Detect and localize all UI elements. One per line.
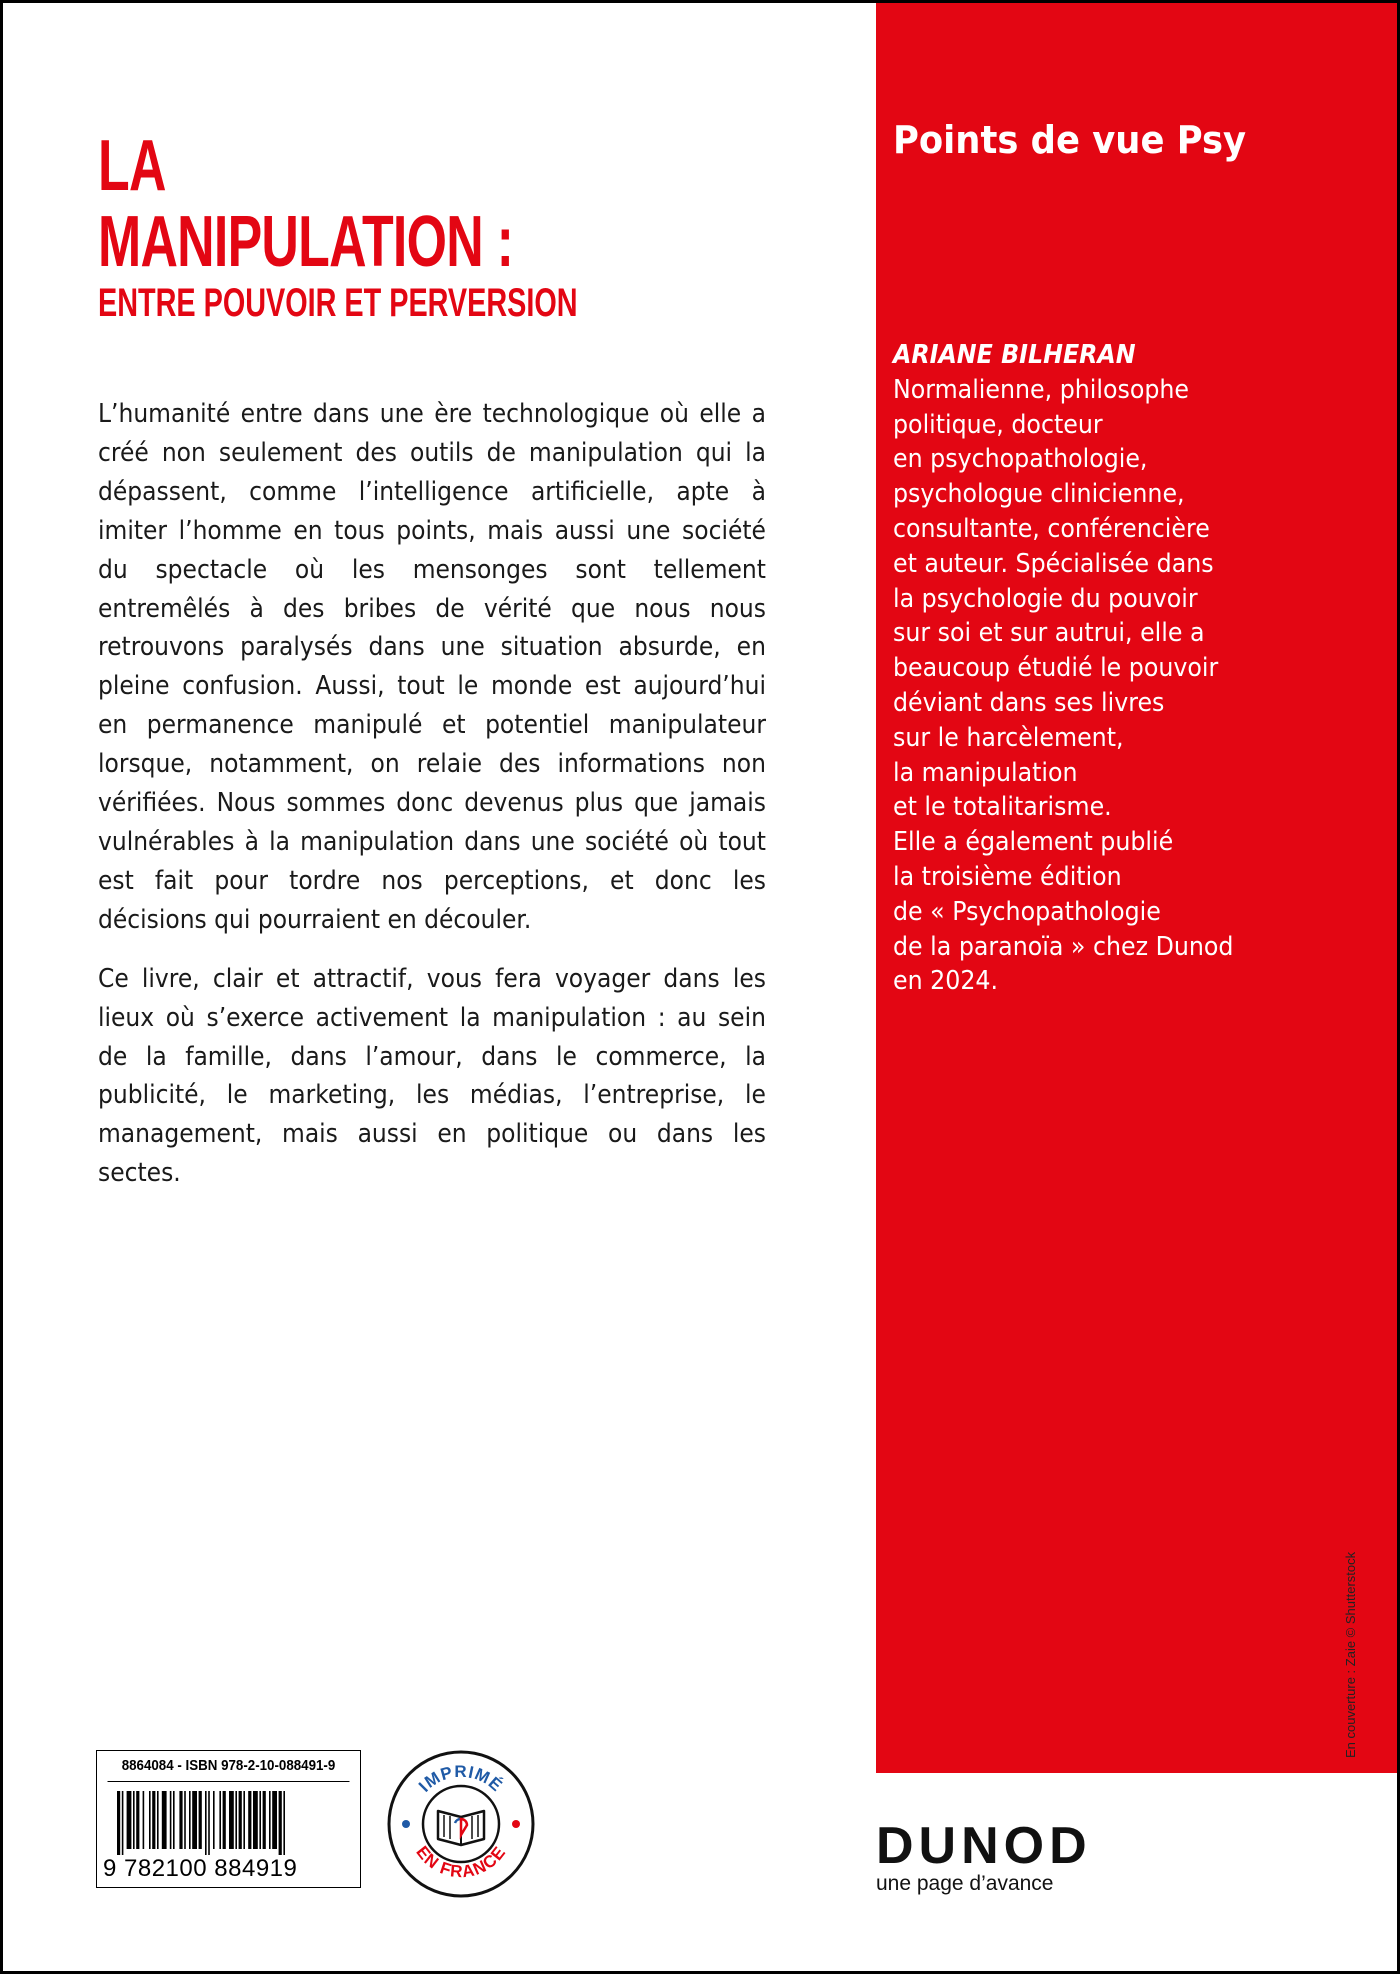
collection-name: Points de vue Psy <box>893 118 1247 162</box>
bio-line: sur le harcèlement, <box>893 722 1124 753</box>
bio-line: sur soi et sur autrui, elle a <box>893 618 1205 649</box>
barcode-bars-icon <box>117 1791 343 1855</box>
bio-line: la troisième édition <box>893 861 1122 892</box>
bio-line: psychologue clinicienne, <box>893 479 1185 510</box>
imprime-en-france-seal-icon <box>386 1749 536 1899</box>
cover-credit: En couverture : Zaie © Shutterstock <box>1343 1551 1358 1758</box>
blurb-paragraph-2: Ce livre, clair et attractif, vous fera voyager dans les lieux où s’exerce activement la manipulation : au sein de la famille, dans l’amour, dans le commerce, la publicité, le marketing, les médias, l’entreprise, le management, mais aussi en politique ou dans les sectes. <box>98 963 766 1189</box>
bio-line: politique, docteur <box>893 409 1103 440</box>
isbn-label: 8864084 - ISBN 978-2-10-088491-9 <box>108 1751 350 1782</box>
bio-line: en 2024. <box>893 966 999 997</box>
bio-line: déviant dans ses livres <box>893 687 1165 718</box>
title-line-2: MANIPULATION : <box>98 202 514 282</box>
title-line-1: LA <box>98 126 166 206</box>
bio-line: consultante, conférencière <box>893 513 1210 544</box>
bio-line: en psychopathologie, <box>893 444 1148 475</box>
bio-line: la psychologie du pouvoir <box>893 583 1198 614</box>
seal-top-text: IMPRIMÉ <box>414 1762 507 1796</box>
publisher-tagline: une page d’avance <box>876 1872 1054 1895</box>
publisher-name: DUNOD <box>876 1817 1092 1875</box>
bio-line: et auteur. Spécialisée dans <box>893 548 1214 579</box>
seal-bottom-text: EN FRANCE <box>412 1842 510 1882</box>
isbn-barcode <box>96 1750 361 1888</box>
barcode-digits: 9 782100 884919 <box>103 1855 298 1882</box>
bio-line: la manipulation <box>893 757 1078 788</box>
bio-line: Normalienne, philosophe <box>893 374 1190 405</box>
bio-line: de la paranoïa » chez Dunod <box>893 931 1234 962</box>
bio-line: de « Psychopathologie <box>893 896 1161 927</box>
author-name: ARIANE BILHERAN <box>893 340 1136 370</box>
book-title <box>98 128 764 324</box>
author-bio <box>893 338 1265 999</box>
book-subtitle: ENTRE POUVOIR ET PERVERSION <box>98 281 578 325</box>
bio-line: Elle a également publié <box>893 827 1174 858</box>
publisher-logo <box>876 1818 1092 1896</box>
bio-line: beaucoup étudié le pouvoir <box>893 653 1219 684</box>
back-cover <box>3 3 1397 1971</box>
blurb-paragraph-1: L’humanité entre dans une ère technologique où elle a créé non seulement des outils de manipulation qui la dépassent, comme l’intelligence artificielle, apte à imiter l’homme en tous points, mais aussi une société du spectacle où les mensonges sont tellement entremêlés à des bribes de vérité que nous nous retrouvons paralysés dans une situation absurde, en pleine confusion. Aussi, tout le monde est aujourd’hui en permanence manipulé et potentiel manipulateur lorsque, notamment, on relaie des informations non vérifiées. Nous sommes donc devenus plus que jamais vulnérables à la manipulation dans une société où tout est fait pour tordre nos perceptions, et donc les décisions qui pourraient en découler. <box>98 399 766 935</box>
blurb <box>98 395 766 1213</box>
bio-line: et le totalitarisme. <box>893 792 1112 823</box>
